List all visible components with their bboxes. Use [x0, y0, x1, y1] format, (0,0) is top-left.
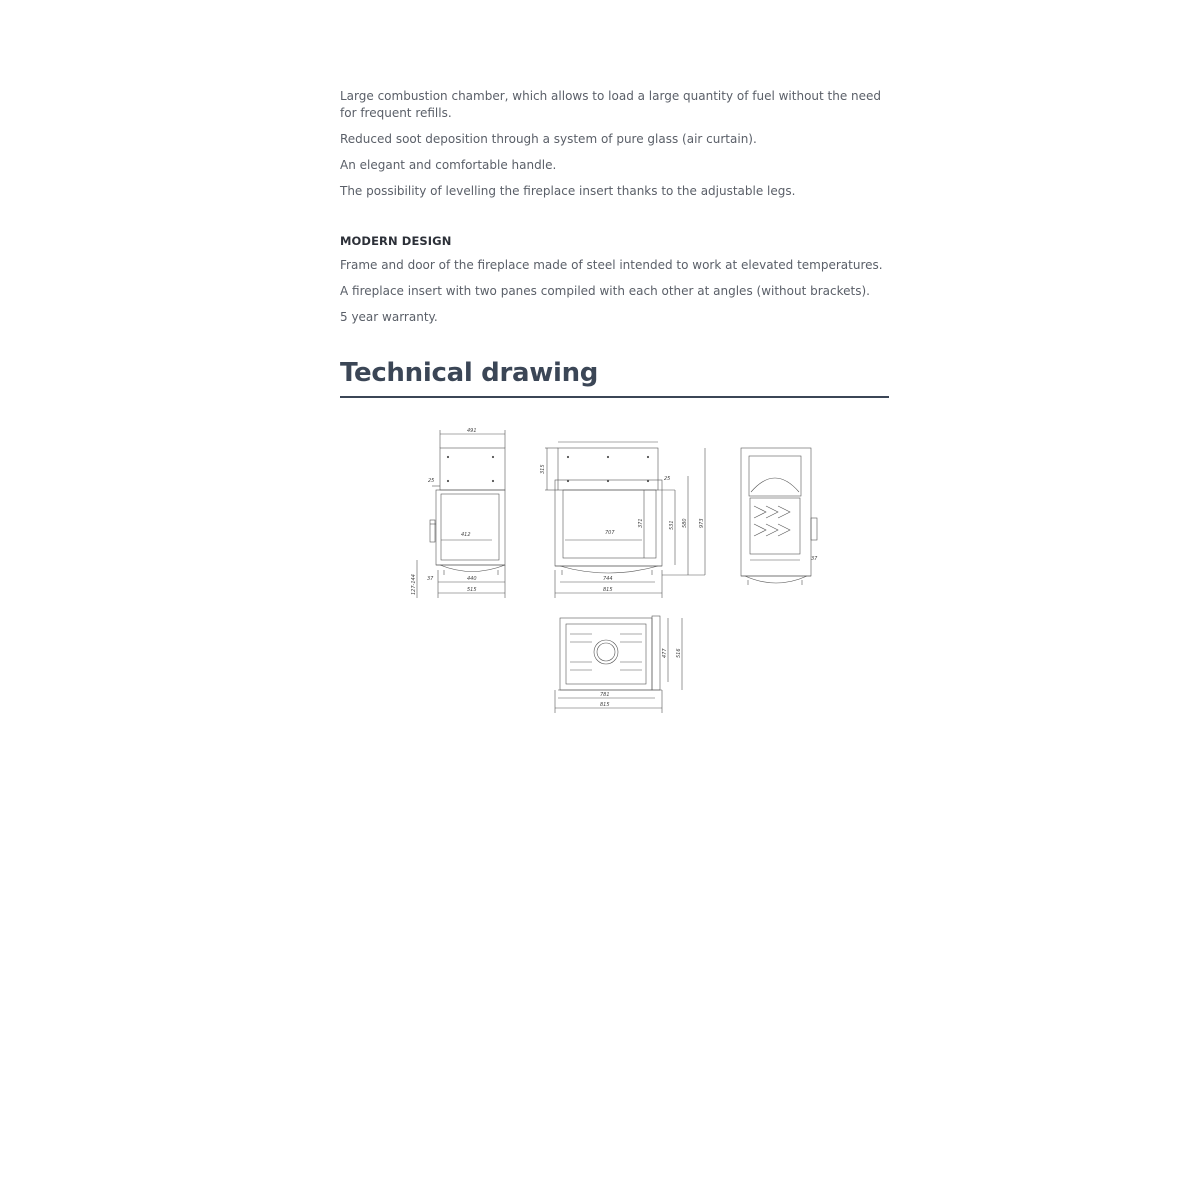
design-text: Frame and door of the fireplace made of steel intended to work at elevated temperatures. [340, 258, 883, 272]
dim-label: 37 [427, 576, 434, 582]
dim-label: 781 [600, 692, 610, 698]
design-text: A fireplace insert with two panes compiled with each other at angles (without brackets). [340, 284, 870, 298]
design-text: 5 year warranty. [340, 310, 438, 324]
design-heading: MODERN DESIGN [340, 234, 452, 248]
dim-label: 580 [682, 518, 688, 528]
front-view [545, 442, 705, 598]
side-view [417, 430, 505, 598]
dim-label: 707 [605, 530, 615, 536]
dim-label: 491 [467, 428, 477, 434]
dim-label: 127-144 [411, 574, 417, 595]
features-section [340, 88, 889, 335]
dim-label: 815 [600, 702, 610, 708]
technical-drawing-svg [400, 420, 820, 720]
feature-text: An elegant and comfortable handle. [340, 158, 557, 172]
dim-label: 973 [699, 518, 705, 528]
feature-text: Reduced soot deposition through a system of pure glass (air curtain). [340, 132, 757, 146]
dim-label: 25 [428, 478, 435, 484]
dim-label: 371 [638, 518, 644, 528]
dim-label: 315 [540, 464, 546, 474]
feature-text: The possibility of levelling the fireplace insert thanks to the adjustable legs. [340, 184, 796, 198]
feature-text: Large combustion chamber, which allows to load a large quantity of fuel without the need for frequent refills. [340, 89, 882, 120]
plan-view [555, 616, 682, 713]
dim-label: 477 [662, 648, 668, 658]
dim-label: 37 [811, 556, 818, 562]
dim-label: 25 [664, 476, 671, 482]
dim-label: 516 [676, 648, 682, 658]
dim-label: 412 [461, 532, 471, 538]
technical-drawing [400, 420, 820, 724]
dim-label: 515 [467, 587, 477, 593]
dim-label: 440 [467, 576, 477, 582]
dim-label: 531 [669, 520, 675, 530]
section-title: Technical drawing [340, 358, 599, 388]
title-underline [340, 396, 889, 398]
section-view [741, 448, 817, 585]
dim-label: 744 [603, 576, 613, 582]
dim-label: 815 [603, 587, 613, 593]
